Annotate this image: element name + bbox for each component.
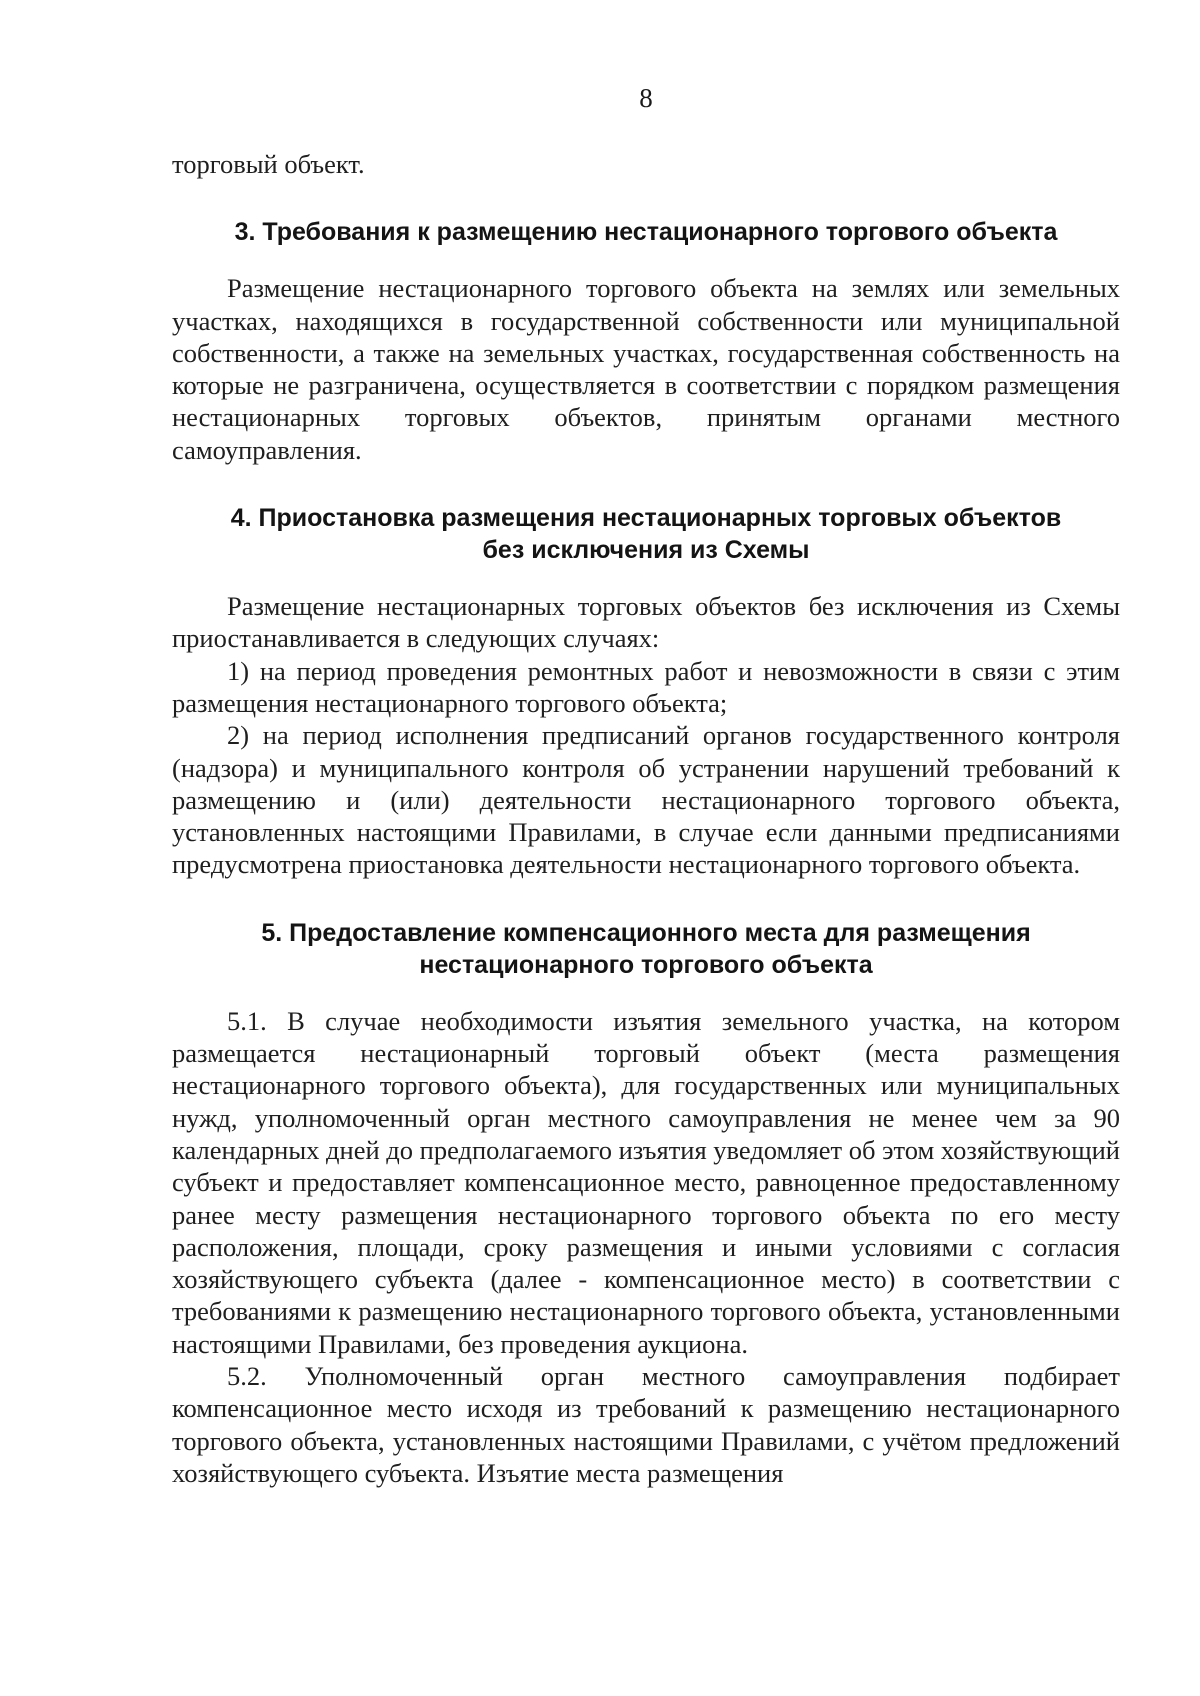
section-3 (172, 216, 1120, 466)
section-5-heading-line-2: нестационарного торгового объекта (419, 950, 873, 979)
section-4-item-2: 2) на период исполнения предписаний органов государственного контроля (надзора) и муниципального контроля об устранении нарушений требований к размещению и (или) деятельности нестационарного торгового объекта, установленных настоящими Правилами, в случае если данными предписаниями предусмотрена приостановка деятельности нестационарного торгового объекта. (172, 720, 1120, 880)
continuation-text: торговый объект. (172, 149, 365, 179)
section-5-heading-line-1: 5. Предоставление компенсационного места для размещения (261, 918, 1031, 947)
page-number: 8 (639, 83, 653, 113)
section-5-clause-5-1: 5.1. В случае необходимости изъятия земельного участка, на котором размещается нестационарный торговый объект (места размещения нестационарного торгового объекта), для государственных или муниципальных нужд, уполномоченный орган местного самоуправления не менее чем за 90 календарных дней до предполагаемого изъятия уведомляет об этом хозяйствующий субъект и предоставляет компенсационное место, равноценное предоставленному ранее месту размещения нестационарного торгового объекта по его месту расположения, площади, сроку размещения и иными условиями с согласия хозяйствующего субъекта (далее - компенсационное место) в соответствии с требованиями к размещению нестационарного торгового объекта, установленными настоящими Правилами, без проведения аукциона. (172, 1005, 1120, 1359)
section-3-heading: 3. Требования к размещению нестационарного торгового объекта (234, 218, 1058, 247)
section-4 (172, 502, 1120, 881)
section-4-heading-line-2: без исключения из Схемы (482, 536, 810, 565)
document-page (172, 80, 1120, 1489)
section-4-paragraph-1: Размещение нестационарных торговых объектов без исключения из Схемы приостанавливается в следующих случаях: (172, 591, 1120, 654)
section-5 (172, 917, 1120, 1489)
section-3-paragraph-1: Размещение нестационарного торгового объекта на землях или земельных участках, находящихся в государственной собственности или муниципальной собственности, а также на земельных участках, государственная собственность на которые не разграничена, осуществляется в соответствии с порядком размещения нестационарных торговых объектов, принятым органами местного самоуправления. (172, 273, 1120, 465)
section-4-item-1: 1) на период проведения ремонтных работ и невозможности в связи с этим размещения нестационарного торгового объекта; (172, 655, 1120, 718)
section-4-heading-line-1: 4. Приостановка размещения нестационарных торговых объектов (230, 504, 1062, 533)
section-5-clause-5-2: 5.2. Уполномоченный орган местного самоуправления подбирает компенсационное место исходя из требований к размещению нестационарного торгового объекта, установленных настоящими Правилами, с учётом предложений хозяйствующего субъекта. Изъятие места размещения (172, 1361, 1120, 1488)
